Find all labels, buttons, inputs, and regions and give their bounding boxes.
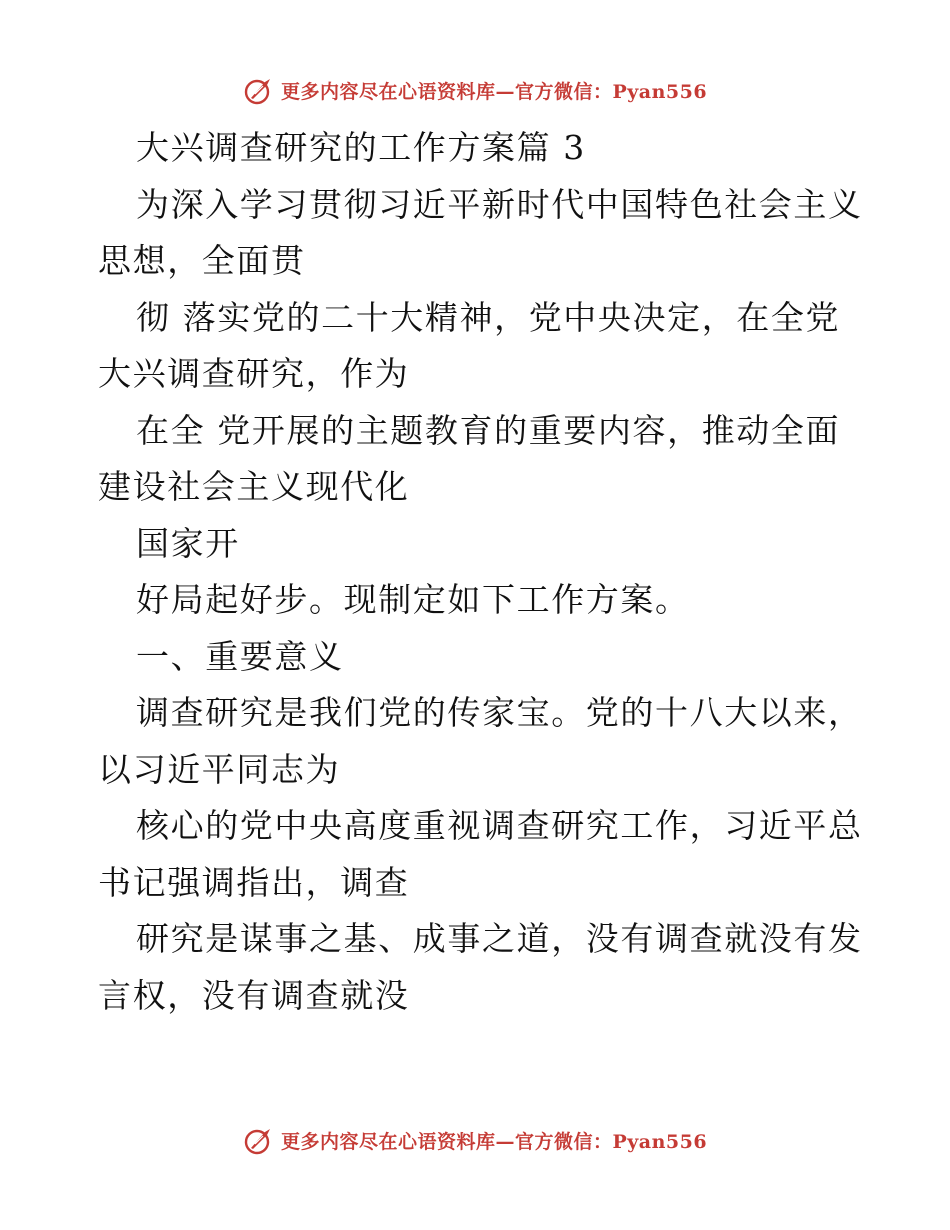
header-banner [0,70,950,110]
doc-line: 国家开 [136,523,240,563]
header-banner-text: 更多内容尽在心语资料库—官方微信：Pyan556 [280,80,708,103]
footer-banner [0,1120,950,1160]
footer-banner-text: 更多内容尽在心语资料库—官方微信：Pyan556 [280,1130,708,1153]
doc-line: 彻 落实党的二十大精神，党中央决定，在全党 [136,297,841,337]
doc-line: 在全 党开展的主题教育的重要内容，推动全面 [136,410,841,450]
doc-line: 核心的党中央高度重视调查研究工作，习近平总 [136,806,863,845]
document-body [98,120,863,1024]
doc-line: 言权，没有调查就没 [98,975,410,1015]
doc-line: 为深入学习贯彻习近平新时代中国特色社会主义 [136,184,863,224]
doc-line: 好局起好步。现制定如下工作方案。 [136,580,690,619]
quill-pen-logo-icon [243,1124,275,1156]
doc-line: 建设社会主义现代化 [98,467,410,506]
doc-line: 书记强调指出，调查 [98,862,410,902]
quill-pen-logo-icon [243,74,275,106]
doc-line: 以习近平同志为 [98,749,341,789]
doc-title-line: 大兴调查研究的工作方案篇 3 [136,128,586,167]
doc-line: 思想，全面贯 [98,241,306,280]
section-heading: 一、重要意义 [136,636,344,676]
doc-line: 研究是谋事之基、成事之道，没有调查就没有发 [136,919,863,958]
doc-line: 大兴调查研究，作为 [98,354,410,393]
doc-line: 调查研究是我们党的传家宝。党的十八大以来， [136,693,863,732]
